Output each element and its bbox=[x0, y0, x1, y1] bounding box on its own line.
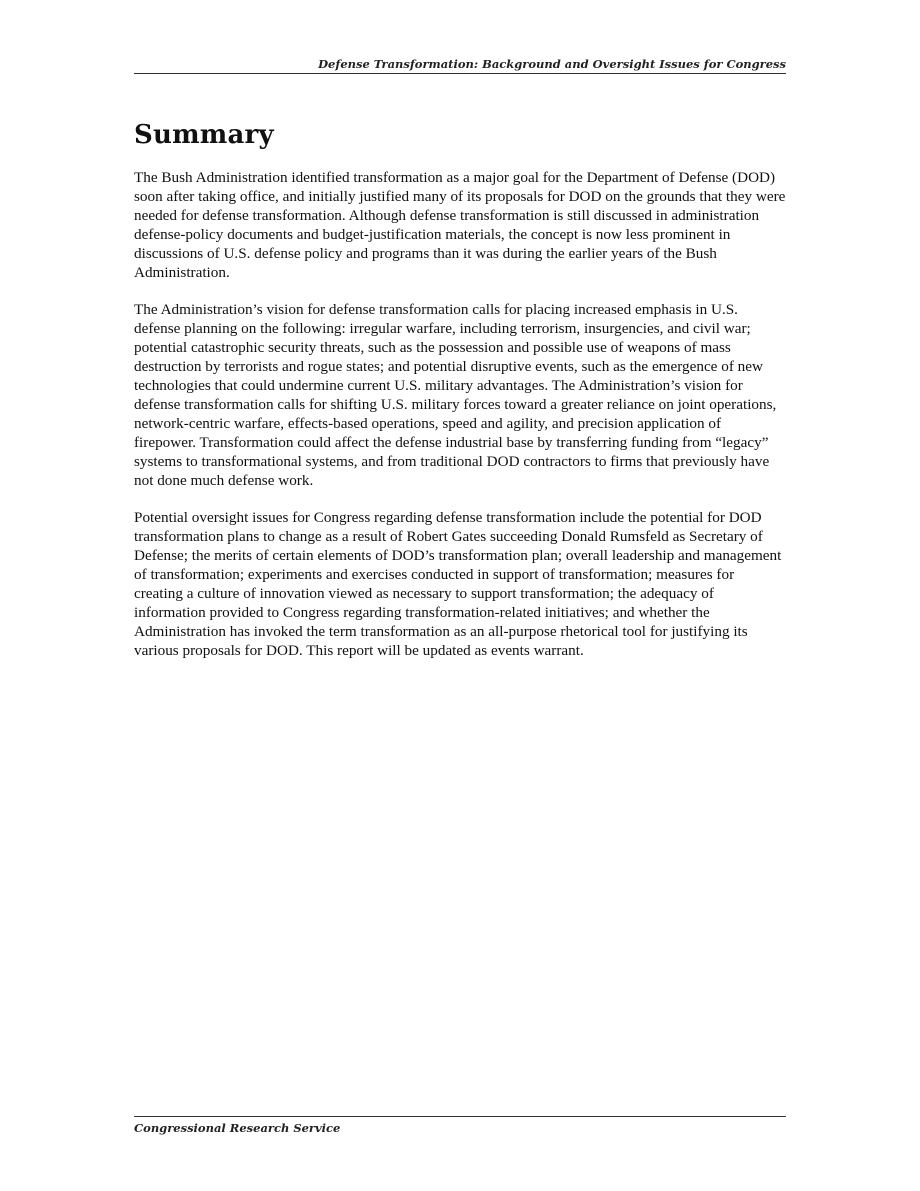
summary-paragraph-2: The Administration’s vision for defense transformation calls for placing increased emphasis in U.S. defense planning on the following: irregular warfare, including terrorism, insurgencies, and civil war; potential catastrophic security threats, such as the possession and possible use of weapons of mass destruction by terrorists and rogue states; and potential disruptive events, such as the emergence of new technologies that could undermine current U.S. military advantages. The Administration’s vision for defense transformation calls for shifting U.S. military forces toward a greater reliance on joint operations, network-centric warfare, effects-based operations, speed and agility, and precision application of firepower. Transformation could affect the defense industrial base by transferring funding from “legacy” systems to transformational systems, and from traditional DOD contractors to firms that previously have not done much defense work. bbox=[134, 301, 777, 489]
summary-paragraph-3: Potential oversight issues for Congress regarding defense transformation include the potential for DOD transformation plans to change as a result of Robert Gates succeeding Donald Rumsfeld as Secretary of Defense; the merits of certain elements of DOD’s transformation plan; overall leadership and management of transformation; experiments and exercises conducted in support of transformation; measures for creating a culture of innovation viewed as necessary to support transformation; the adequacy of information provided to Congress regarding transformation-related initiatives; and whether the Administration has invoked the term transformation as an all-purpose rhetorical tool for justifying its various proposals for DOD. This report will be updated as events warrant. bbox=[134, 509, 782, 659]
footer-organization: Congressional Research Service bbox=[134, 1121, 341, 1135]
running-title: Defense Transformation: Background and Oversight Issues for Congress bbox=[318, 57, 786, 71]
section-title: Summary bbox=[134, 120, 274, 150]
page-header bbox=[134, 56, 786, 74]
page-content bbox=[134, 120, 786, 660]
page-footer bbox=[134, 1116, 786, 1135]
summary-paragraph-1: The Bush Administration identified transformation as a major goal for the Department of Defense (DOD) soon after taking office, and initially justified many of its proposals for DOD on the grounds that they were needed for defense transformation. Although defense transformation is still discussed in administration defense-policy documents and budget-justification materials, the concept is now less prominent in discussions of U.S. defense policy and programs than it was during the earlier years of the Bush Administration. bbox=[134, 169, 786, 281]
